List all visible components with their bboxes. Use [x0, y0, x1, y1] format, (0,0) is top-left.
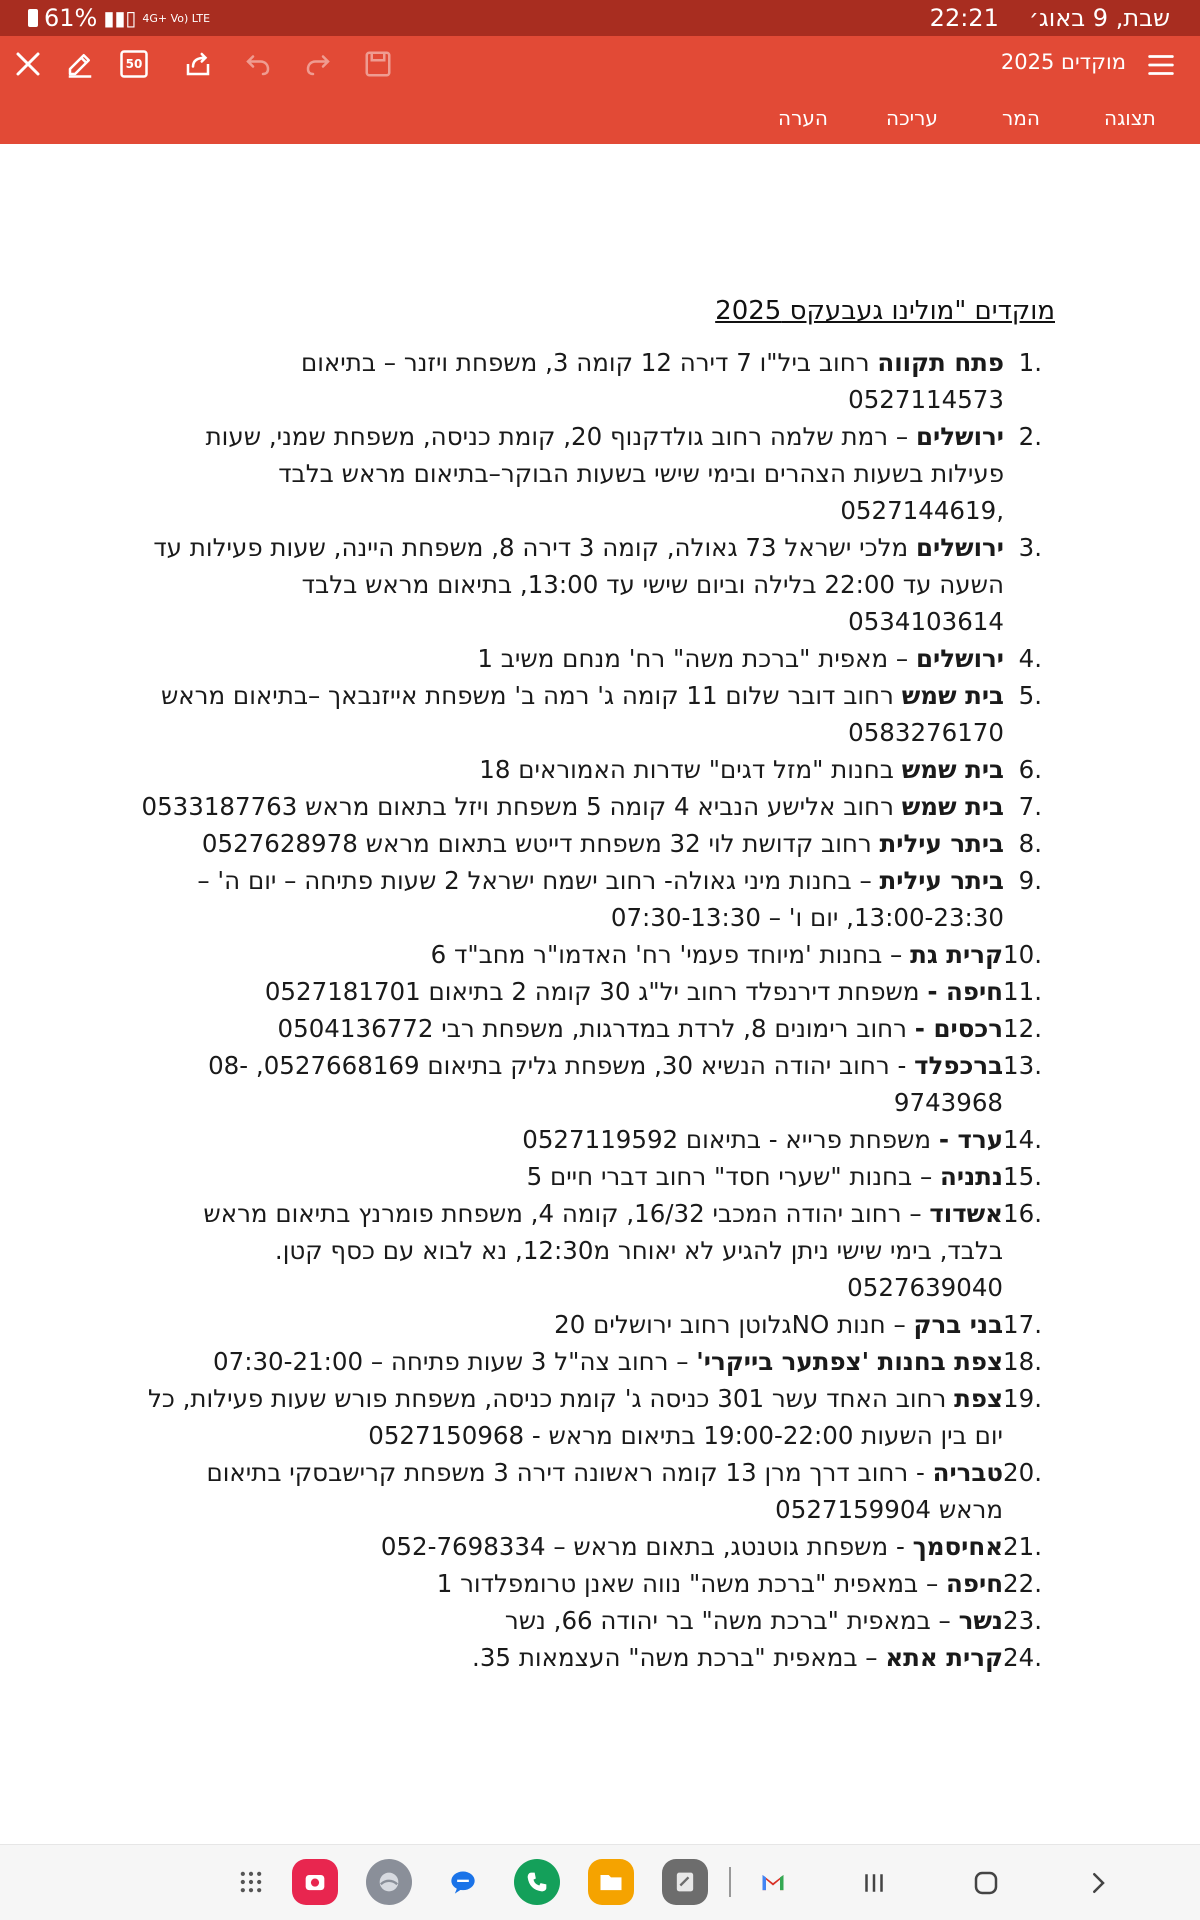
notes-icon[interactable] [662, 1859, 708, 1905]
list-item-text [140, 1195, 1003, 1306]
status-bar [0, 0, 1200, 36]
share-icon[interactable] [180, 46, 216, 82]
location-details: משפחת פרייא - בתיאום 0527119592 [522, 1125, 939, 1154]
location-name: צפת בחנות 'צפתער בייקרי' [696, 1347, 1004, 1376]
app-toolbar [0, 36, 1200, 144]
document-page[interactable] [0, 144, 1200, 1844]
list-number: 12. [1003, 1014, 1042, 1043]
location-details: - משפחת גוטנטג, בתאום מראש – 052-7698334 [380, 1532, 913, 1561]
location-name: ביתר עילית [879, 829, 1004, 858]
list-number: 18. [1003, 1347, 1042, 1376]
list-item-text [140, 1639, 1003, 1676]
undo-icon[interactable] [240, 46, 276, 82]
location-name: אחיסמך [912, 1532, 1004, 1561]
location-name: ירושלים [915, 533, 1004, 562]
redo-icon[interactable] [300, 46, 336, 82]
list-item [140, 1158, 1042, 1195]
list-item [140, 677, 1042, 751]
location-name: ביתר עילית [879, 866, 1004, 895]
location-details: - רחוב דרך מרן 13 קומה ראשונה דירה 3 משפחת קרישבסקי בתיאום מראש 0527159904 [206, 1458, 1004, 1524]
list-item [140, 344, 1042, 418]
location-details: – במאפית "ברכת משה" בר יהודה 66, נשר [504, 1606, 959, 1635]
list-number: 21. [1003, 1532, 1042, 1561]
dock-divider [729, 1867, 731, 1897]
list-item [140, 1454, 1042, 1528]
location-details: – רחוב צה"ל 3 שעות פתיחה – 07:30-21:00 [213, 1347, 697, 1376]
gmail-icon[interactable] [750, 1859, 796, 1905]
location-name: בית שמש [901, 755, 1004, 784]
list-item-text [140, 344, 1004, 418]
list-item-text [140, 1306, 1003, 1343]
list-number: 24. [1003, 1643, 1042, 1672]
files-icon[interactable] [588, 1859, 634, 1905]
location-name: פתח תקווה [877, 348, 1004, 377]
recent-apps-button[interactable] [856, 1865, 892, 1901]
location-name: צפת [954, 1384, 1004, 1413]
location-name: רכסים - [914, 1014, 1004, 1043]
location-details: רחוב דובר שלום 11 קומה ג' רמה ב' משפחת אייזנבאך –בתיאום מראש 0583276170 [160, 681, 1004, 747]
list-number: 4. [1018, 644, 1042, 673]
status-indicators [28, 4, 210, 32]
list-item-text [140, 1010, 1003, 1047]
list-item [140, 825, 1042, 862]
location-name: חיפה [946, 1569, 1004, 1598]
tab-comment[interactable]: הערה [778, 106, 828, 130]
location-name: בית שמש [901, 681, 1004, 710]
status-clock [930, 4, 1170, 32]
location-name: ברכפלד [914, 1051, 1004, 1080]
camera-icon[interactable] [292, 1859, 338, 1905]
location-details: – בחנות 'מיוחד פעמי' רח' האדמו"ר מחב"ד 6 [430, 940, 911, 969]
list-item [140, 862, 1042, 936]
list-item [140, 751, 1042, 788]
location-list [140, 344, 1042, 1676]
tab-edit[interactable]: עריכה [886, 106, 938, 130]
location-name: בית שמש [901, 792, 1004, 821]
save-icon[interactable] [360, 46, 396, 82]
messages-icon[interactable] [440, 1859, 486, 1905]
close-icon[interactable] [10, 46, 46, 82]
list-item-text [140, 677, 1004, 751]
list-number: 13. [1003, 1051, 1042, 1080]
list-number: 6. [1018, 755, 1042, 784]
location-name: ערד - [938, 1125, 1004, 1154]
location-details: רחוב אלישע הנביא 4 קומה 5 משפחת ויזל בתאום מראש 0533187763 [141, 792, 902, 821]
list-item [140, 1343, 1042, 1380]
list-item-text [140, 529, 1004, 640]
location-details: – מאפית "ברכת משה" רח' מנחם משיב 1 [477, 644, 916, 673]
list-number: 22. [1003, 1569, 1042, 1598]
list-item-text [140, 1343, 1003, 1380]
list-number: 20. [1003, 1458, 1042, 1487]
page-count: 50 [125, 57, 143, 71]
list-item [140, 1528, 1042, 1565]
status-time: 22:21 [929, 4, 999, 32]
list-item-text [140, 640, 1004, 677]
location-details: - רחוב יהודה הנשיא 30, משפחת גליק בתיאום 0527668169, 08-9743968 [208, 1051, 1004, 1117]
list-item-text [140, 788, 1004, 825]
list-number: 14. [1003, 1125, 1042, 1154]
location-details: – רחוב יהודה המכבי 16/32, קומה 4, משפחת פומרנץ בתיאום מראש בלבד, בימי שישי ניתן להגיע לא יאוחר מ12:30, נא לבוא עם כסף קטן. 0527639040 [203, 1199, 1004, 1302]
tabs-row [0, 98, 1200, 144]
tab-view[interactable]: תצוגה [1104, 106, 1156, 130]
list-item [140, 1047, 1042, 1121]
location-details: – רמת שלמה רחוב גולדקנוף 20, קומת כניסה, משפחת שמני, שעות פעילות בשעות הצהרים ובימי שישי בשעות הבוקר–בתיאום מראש בלבד ,0527144619 [205, 422, 1004, 525]
list-item-text [140, 973, 1003, 1010]
list-item [140, 529, 1042, 640]
navigation-bar [0, 1844, 1200, 1920]
list-item [140, 1306, 1042, 1343]
list-item-text [140, 825, 1004, 862]
list-number: 11. [1003, 977, 1042, 1006]
document-heading: מוקדים "מולינו געבעקס 2025 [715, 296, 1055, 326]
location-details: רחוב קדושת לוי 32 משפחת דייטש בתאום מראש 0527628978 [201, 829, 880, 858]
list-number: 16. [1003, 1199, 1042, 1228]
list-item-text [140, 1121, 1003, 1158]
network-indicator: 4G+ Vo) LTE [142, 11, 211, 25]
location-details: – בחנות מיני גאולה- רחוב ישמח ישראל 2 שעות פתיחה – יום ה' – 13:00-23:30, יום ו' – 07:30-13:30 [197, 866, 1004, 932]
list-number: 1. [1018, 348, 1042, 377]
location-name: קרית אתא [885, 1643, 1004, 1672]
location-name: ירושלים [915, 422, 1004, 451]
list-item [140, 1565, 1042, 1602]
list-number: 23. [1003, 1606, 1042, 1635]
edit-pen-icon[interactable] [62, 46, 98, 82]
location-name: ירושלים [915, 644, 1004, 673]
phone-icon[interactable] [514, 1859, 560, 1905]
list-number: 15. [1003, 1162, 1042, 1191]
list-number: 7. [1018, 792, 1042, 821]
toolbar-row [0, 36, 1200, 92]
list-number: 5. [1018, 681, 1042, 710]
list-item [140, 640, 1042, 677]
list-item [140, 1602, 1042, 1639]
list-item [140, 973, 1042, 1010]
document-title: מוקדים 2025 [1000, 50, 1126, 74]
list-item-text [140, 936, 1003, 973]
back-button[interactable] [1080, 1865, 1116, 1901]
list-item-text [140, 1380, 1003, 1454]
location-name: נשר [958, 1606, 1004, 1635]
list-item-text [140, 1454, 1003, 1528]
location-details: רחוב האחד עשר 301 כניסה ג' קומת כניסה, משפחת פורש שעות פעילות, כל יום בין השעות 19:00-22:00 בתיאום מראש - 0527150968 [147, 1384, 1004, 1450]
list-item-text [140, 1047, 1003, 1121]
list-item [140, 936, 1042, 973]
list-item-text [140, 1565, 1003, 1602]
list-number: 9. [1018, 866, 1042, 895]
location-details: מלכי ישראל 73 גאולה, קומה 3 דירה 8, משפחת היינה, שעות פעילות עד השעה עד 22:00 בלילה וביום שישי עד 13:00, בתיאום מראש בלבד 0534103614 [153, 533, 1004, 636]
page-count-button[interactable] [116, 46, 152, 82]
location-details: – בחנות "שערי חסד" רחוב דברי חיים 5 [526, 1162, 941, 1191]
location-name: טבריה [932, 1458, 1004, 1487]
list-item [140, 1380, 1042, 1454]
list-item [140, 788, 1042, 825]
internet-icon[interactable] [366, 1859, 412, 1905]
status-date: שבת, 9 באוג׳ [1028, 4, 1170, 32]
tab-convert[interactable]: המר [1002, 106, 1040, 130]
list-item [140, 1195, 1042, 1306]
list-number: 8. [1018, 829, 1042, 858]
list-number: 3. [1018, 533, 1042, 562]
location-name: חיפה - [927, 977, 1004, 1006]
list-item [140, 1639, 1042, 1676]
list-item [140, 418, 1042, 529]
battery-level: 61% [44, 4, 98, 32]
list-item [140, 1010, 1042, 1047]
list-item-text [140, 862, 1004, 936]
home-button[interactable] [968, 1865, 1004, 1901]
signal-icon: ▮▮▯ [103, 6, 137, 30]
list-number: 19. [1003, 1384, 1042, 1413]
list-item-text [140, 751, 1004, 788]
menu-icon[interactable] [1144, 48, 1178, 82]
battery-icon [28, 9, 38, 27]
list-number: 2. [1018, 422, 1042, 451]
location-name: אשדוד [929, 1199, 1004, 1228]
location-details: בחנות "מזל דגים" שדרות האמוראים 18 [479, 755, 902, 784]
location-name: נתניה [940, 1162, 1004, 1191]
location-details: – במאפית "ברכת משה" נווה שאנן טרומפלדור 1 [436, 1569, 947, 1598]
location-details: – במאפית "ברכת משה" העצמאות 35. [472, 1643, 886, 1672]
list-number: 17. [1003, 1310, 1042, 1339]
apps-grid-icon[interactable] [228, 1859, 274, 1905]
location-details: משפחת דירנפלד רחוב יל"ג 30 קומה 2 בתיאום 0527181701 [264, 977, 928, 1006]
list-item-text [140, 1158, 1003, 1195]
location-name: בני ברק [913, 1310, 1004, 1339]
list-item [140, 1121, 1042, 1158]
list-item-text [140, 418, 1004, 529]
list-number: 10. [1003, 940, 1042, 969]
location-details: רחוב ביל"ו 7 דירה 12 קומה 3, משפחת ויזנר – בתיאום 0527114573 [300, 348, 1004, 414]
list-item-text [140, 1528, 1003, 1565]
location-details: – חנות NOגלוטן רחוב ירושלים 20 [554, 1310, 914, 1339]
location-details: רחוב רימונים 8, לרדת במדרגות, משפחת רבי 0504136772 [277, 1014, 915, 1043]
list-item-text [140, 1602, 1003, 1639]
location-name: קרית גת [910, 940, 1004, 969]
